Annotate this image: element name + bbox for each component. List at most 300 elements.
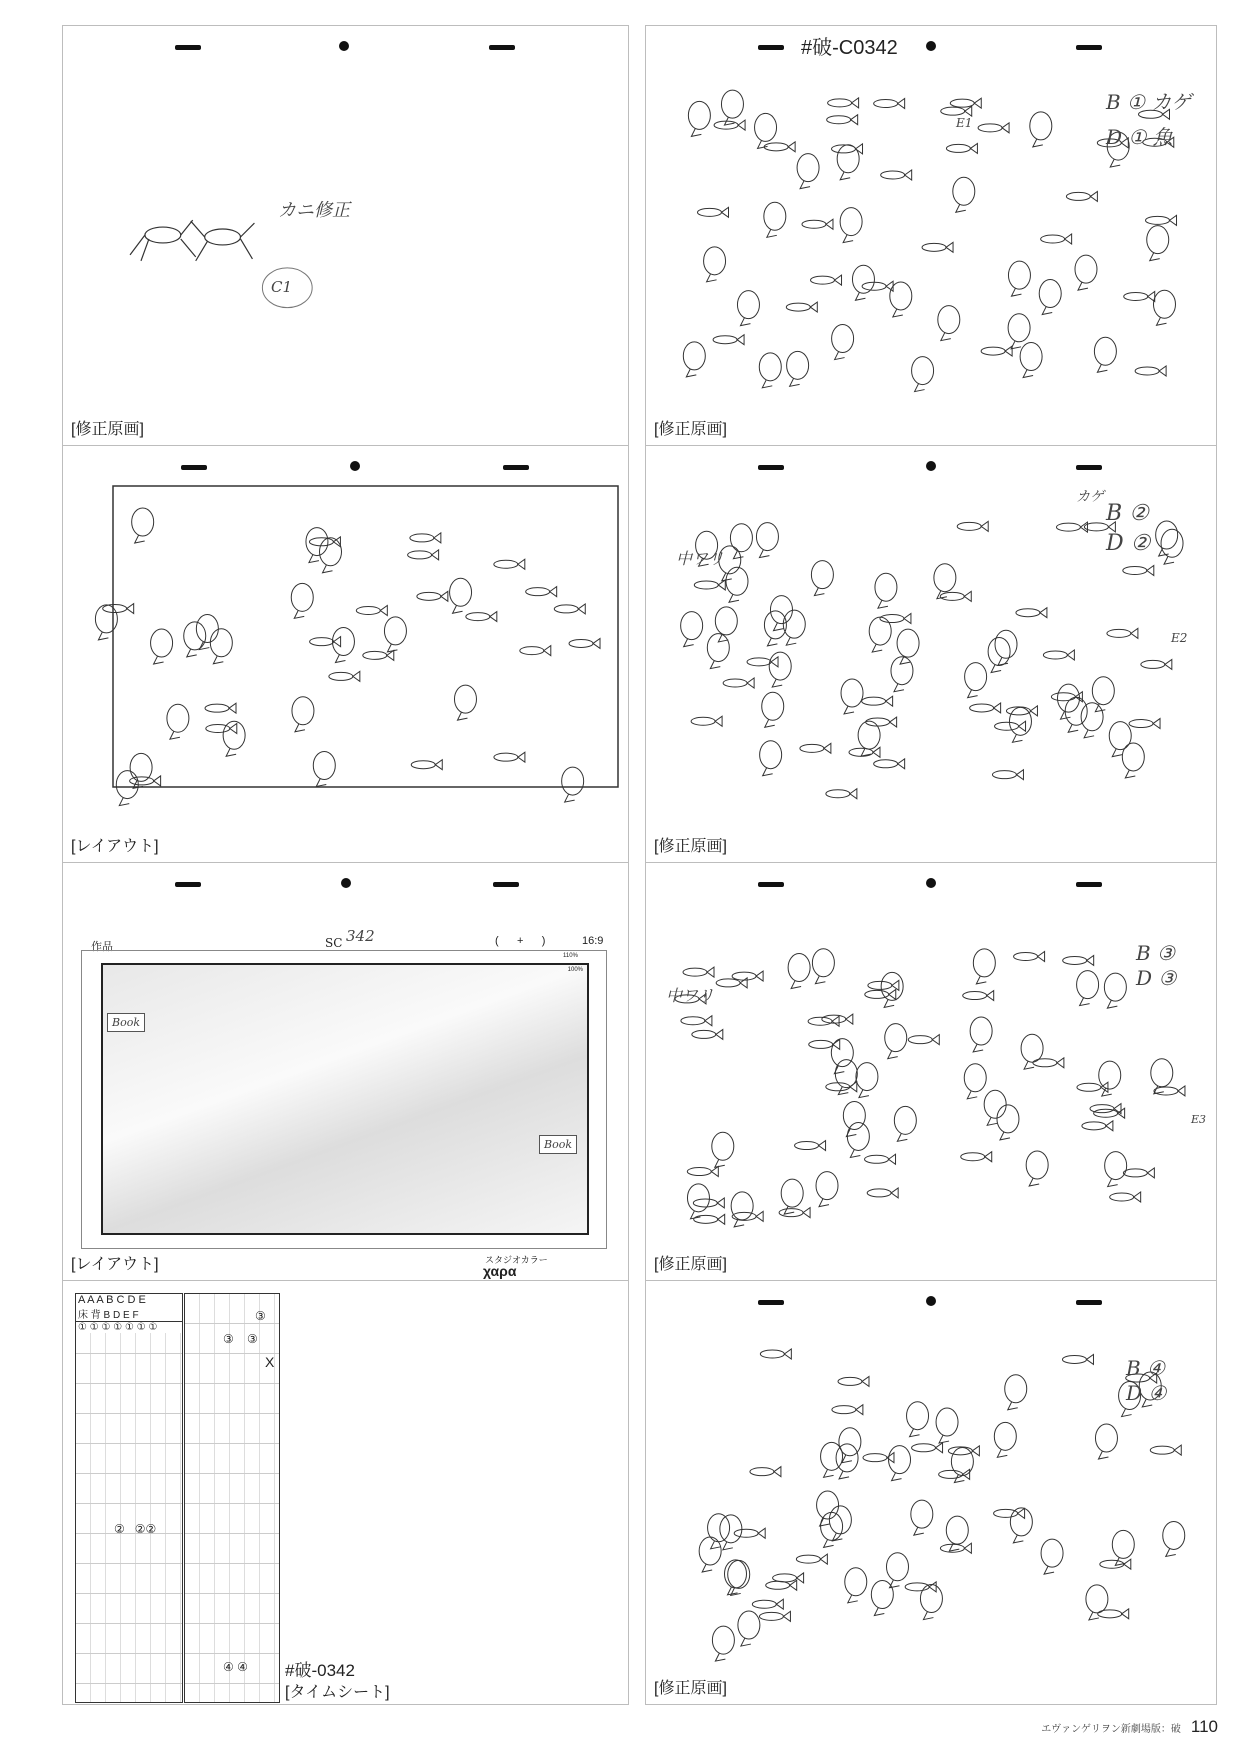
fish-sketch [953, 177, 975, 212]
fish-sketch [1077, 971, 1099, 1006]
fish-sketch [1107, 628, 1138, 638]
fish-sketch [291, 583, 313, 618]
peg-hole-right [493, 882, 519, 887]
fish-sketch [520, 646, 551, 656]
studio-logo: χαρα [483, 1263, 517, 1279]
fish-sketch [1039, 280, 1061, 315]
fish-sketch [417, 591, 448, 601]
fish-sketch [752, 1599, 783, 1609]
fish-sketch [732, 1211, 763, 1221]
fish-sketch [961, 1152, 992, 1162]
fish-sketch [1163, 1521, 1185, 1556]
fish-sketch [922, 242, 953, 252]
scene-number: 342 [346, 927, 375, 945]
peg-hole-right [503, 465, 529, 470]
timesheet-marks [114, 1522, 156, 1536]
fish-sketch [788, 954, 810, 989]
page-number: 110 [1190, 1717, 1218, 1736]
fish-sketch [1123, 1168, 1154, 1178]
fish-sketch [313, 751, 335, 786]
fish-sketch [994, 1508, 1025, 1518]
fish-sketch [1151, 1059, 1173, 1094]
timesheet-header: A A A B C D E [76, 1294, 182, 1306]
fish-sketch [865, 1154, 896, 1164]
peg-hole-right [1076, 465, 1102, 470]
fish-sketch [1062, 1354, 1093, 1364]
panel-timesheet [62, 1280, 629, 1705]
handwritten-note: D ② [1106, 531, 1151, 556]
cel-mark: ② [114, 1522, 125, 1536]
fish-sketch [726, 567, 748, 602]
fish-sketch [760, 1349, 791, 1359]
handwritten-note: E2 [1171, 631, 1188, 645]
fish-sketch [1092, 677, 1114, 712]
fish-sketch [912, 1443, 943, 1453]
fish-sketch [941, 106, 972, 116]
fish-sketch [811, 561, 833, 596]
fish-sketch [940, 1543, 971, 1553]
fish-sketch [732, 971, 763, 981]
fish-sketch [1110, 1192, 1141, 1202]
fish-sketch [875, 573, 897, 608]
fish-sketch [978, 123, 1009, 133]
fish-sketch [1104, 973, 1126, 1008]
fish-sketch [995, 630, 1017, 665]
fish-sketch [841, 679, 863, 714]
fish-sketch [773, 1573, 804, 1583]
cut-number: #破-C0342 [801, 37, 898, 59]
fish-school-sketch [646, 1281, 1216, 1704]
peg-hole-center [926, 878, 936, 888]
fish-sketch [1082, 1121, 1113, 1131]
fish-sketch [95, 605, 117, 640]
fish-sketch [1156, 521, 1178, 556]
fish-sketch [454, 685, 476, 720]
fish-sketch [874, 759, 905, 769]
fish-sketch [205, 703, 236, 713]
fish-sketch [970, 1017, 992, 1052]
handwritten-note: B ④ [1126, 1356, 1165, 1380]
fish-sketch [826, 789, 857, 799]
fish-sketch [1008, 261, 1030, 296]
peg-hole-center [926, 41, 936, 51]
panel-caption: [修正原画] [71, 421, 144, 438]
fish-sketch [132, 508, 154, 543]
fish-sketch [309, 537, 340, 547]
peg-hole-center [350, 461, 360, 471]
fish-sketch [715, 607, 737, 642]
fish-sketch [1153, 290, 1175, 325]
fish-sketch [764, 142, 795, 152]
fish-sketch [832, 325, 854, 360]
fish-sketch [1065, 697, 1087, 732]
fish-sketch [936, 1408, 958, 1443]
fish-sketch [1030, 112, 1052, 147]
fish-sketch [681, 612, 703, 647]
fish-sketch [849, 747, 880, 757]
fish-sketch [1056, 522, 1087, 532]
fish-sketch [795, 1141, 826, 1151]
panel-caption: [修正原画] [654, 838, 727, 855]
fish-sketch [867, 1188, 898, 1198]
fish-sketch [712, 1132, 734, 1167]
handwritten-note: D ① 魚 [1106, 125, 1173, 149]
fish-sketch [762, 692, 784, 727]
fish-sketch [826, 1082, 857, 1092]
fish-sketch [912, 357, 934, 392]
fish-sketch [881, 170, 912, 180]
fish-sketch [759, 353, 781, 388]
fish-sketch [320, 538, 342, 573]
fish-sketch [737, 291, 759, 326]
fish-sketch [847, 1122, 869, 1157]
fish-sketch [569, 638, 600, 648]
fish-sketch [691, 716, 722, 726]
peg-hole-center [926, 461, 936, 471]
fish-sketch [720, 1515, 742, 1550]
fish-sketch [1066, 191, 1097, 201]
peg-hole-center [341, 878, 351, 888]
page-footer [1041, 1717, 1218, 1737]
fish-sketch [1043, 650, 1074, 660]
fish-sketch [731, 1192, 753, 1227]
fish-sketch [1020, 343, 1042, 378]
fish-sketch [822, 1014, 853, 1024]
cel-mark: X [265, 1354, 275, 1370]
fish-sketch [1094, 337, 1116, 372]
fish-sketch [687, 1184, 709, 1219]
peg-hole-left [758, 465, 784, 470]
fish-sketch [694, 580, 725, 590]
fish-sketch [769, 652, 791, 687]
fish-sketch [734, 1528, 765, 1538]
handwritten-note: B ③ [1136, 941, 1175, 965]
fish-sketch [828, 98, 859, 108]
timesheet-first-row: ① ① ① ① ① ① ① [76, 1322, 182, 1333]
fish-sketch [756, 523, 778, 558]
scene-label: SC [325, 936, 343, 950]
fish-sketch [797, 154, 819, 189]
fish-sketch [738, 1611, 760, 1646]
peg-hole-left [758, 45, 784, 50]
fish-sketch [837, 145, 859, 180]
fish-sketch [862, 281, 893, 291]
fish-sketch [946, 143, 977, 153]
fish-sketch [840, 208, 862, 243]
fish-sketch [964, 1064, 986, 1099]
fish-sketch [939, 1469, 970, 1479]
fish-sketch [981, 346, 1012, 356]
fish-sketch [687, 1167, 718, 1177]
fish-sketch [760, 741, 782, 776]
panel-fish-correction-3 [645, 862, 1217, 1281]
fish-sketch [946, 1516, 968, 1551]
fish-sketch [683, 967, 714, 977]
panel-layout-1 [62, 445, 629, 863]
fish-sketch [196, 615, 218, 650]
fish-sketch [1010, 1508, 1032, 1543]
fish-sketch [356, 605, 387, 615]
fish-sketch [1014, 951, 1045, 961]
fish-sketch [1086, 1585, 1108, 1620]
cel-mark: ③ [255, 1309, 266, 1323]
peg-hole-left [181, 465, 207, 470]
fish-sketch [408, 550, 439, 560]
fish-sketch [862, 696, 893, 706]
fish-sketch [410, 533, 441, 543]
frame-100 [101, 963, 589, 1235]
cel-mark: ③ [223, 1332, 234, 1346]
handwritten-note: B ① カゲ [1106, 90, 1192, 114]
fish-sketch [450, 578, 472, 613]
peg-hole-left [758, 1300, 784, 1305]
peg-hole-center [926, 1296, 936, 1306]
timesheet-right-column [184, 1293, 280, 1703]
fish-sketch [965, 663, 987, 698]
fish-sketch [1021, 1034, 1043, 1069]
panel-caption: [修正原画] [654, 1680, 727, 1697]
book-title: エヴァンゲリヲン新劇場版：破 [1041, 1724, 1181, 1735]
fish-sketch [206, 724, 237, 734]
fish-sketch [1147, 226, 1169, 261]
fish-sketch [1123, 565, 1154, 575]
fish-sketch [1135, 366, 1166, 376]
peg-hole-right [1076, 1300, 1102, 1305]
fish-sketch [526, 587, 557, 597]
handwritten-note: カゲ [1076, 489, 1104, 505]
fish-sketch [950, 98, 981, 108]
fish-sketch [1099, 1061, 1121, 1096]
panel-fish-correction-4 [645, 1280, 1217, 1705]
fish-school-sketch [63, 446, 628, 862]
aspect-ratio: 16:9 [582, 935, 604, 947]
panel-caption: [修正原画] [654, 421, 727, 438]
fish-sketch [809, 1039, 840, 1049]
peg-hole-right [1076, 882, 1102, 887]
fish-sketch [832, 1405, 863, 1415]
fish-sketch [1051, 692, 1082, 702]
fish-sketch [750, 1467, 781, 1477]
fish-sketch [1129, 719, 1160, 729]
handwritten-note: D ④ [1126, 1381, 1167, 1405]
panel-caption: [レイアウト] [71, 838, 159, 855]
fish-sketch [866, 717, 897, 727]
timesheet-marks [223, 1660, 248, 1674]
fish-sketch [865, 989, 896, 999]
fish-sketch [151, 629, 173, 664]
fish-sketch [411, 760, 442, 770]
handwritten-note: C1 [271, 278, 293, 296]
handwritten-note: D ③ [1136, 966, 1177, 990]
fish-sketch [984, 1090, 1006, 1125]
fish-sketch [332, 628, 354, 663]
work-label: 作品 [91, 940, 113, 953]
fish-sketch [694, 1214, 725, 1224]
fish-sketch [712, 1626, 734, 1661]
handwritten-note: カニ修正 [278, 200, 350, 221]
cel-mark: ② [134, 1522, 146, 1536]
fish-sketch [992, 770, 1023, 780]
cel-mark: ④ [223, 1660, 234, 1674]
fish-school-sketch [646, 863, 1216, 1280]
fish-sketch [885, 1024, 907, 1059]
handwritten-note: E3 [1191, 1113, 1207, 1126]
peg-hole-left [175, 882, 201, 887]
fish-sketch [759, 1611, 790, 1621]
fish-sketch [886, 1553, 908, 1588]
fish-sketch [688, 101, 710, 136]
fish-sketch [970, 703, 1001, 713]
fish-sketch [957, 521, 988, 531]
fish-sketch [911, 1500, 933, 1535]
fish-sketch [184, 622, 206, 657]
fish-sketch [1098, 1609, 1129, 1619]
fish-sketch [843, 1102, 865, 1137]
fish-sketch [494, 752, 525, 762]
fish-sketch [1041, 234, 1072, 244]
bracket-field: ( + ) [495, 935, 546, 947]
fish-sketch [1105, 1152, 1127, 1187]
fish-sketch [562, 767, 584, 802]
fish-sketch [1154, 1086, 1185, 1096]
fish-sketch [764, 202, 786, 237]
fish-sketch [817, 1491, 839, 1526]
panel-caption: [修正原画] [654, 1256, 727, 1273]
panel-crab-correction [62, 25, 629, 446]
fish-sketch [881, 972, 903, 1007]
fish-sketch [940, 591, 971, 601]
fish-sketch [704, 247, 726, 282]
fish-sketch [889, 1446, 911, 1481]
fish-sketch [223, 721, 245, 756]
fish-sketch [838, 1376, 869, 1386]
fish-sketch [494, 559, 525, 569]
fish-sketch [856, 1063, 878, 1098]
fish-sketch [1005, 1375, 1027, 1410]
fish-sketch [787, 351, 809, 386]
fish-sketch [723, 678, 754, 688]
fish-sketch [827, 115, 858, 125]
fish-sketch [466, 612, 497, 622]
fish-sketch [907, 1402, 929, 1437]
fish-sketch [831, 1039, 853, 1074]
fish-sketch [1141, 659, 1172, 669]
cel-mark: ② [145, 1522, 157, 1536]
fish-sketch [1150, 1445, 1181, 1455]
fish-sketch [908, 1035, 939, 1045]
fish-sketch [796, 1554, 827, 1564]
fish-sketch [812, 949, 834, 984]
crab-sketch [63, 26, 628, 445]
fish-sketch [747, 657, 778, 667]
fish-sketch [905, 1582, 936, 1592]
fish-sketch [802, 219, 833, 229]
fish-sketch [1124, 291, 1155, 301]
fish-sketch [692, 1029, 723, 1039]
fish-sketch [683, 342, 705, 377]
fish-sketch [713, 335, 744, 345]
fish-sketch [1026, 1151, 1048, 1186]
fish-sketch [714, 120, 745, 130]
fish-sketch [1100, 1559, 1131, 1569]
fish-sketch [730, 524, 752, 559]
panel-caption: [レイアウト] [71, 1256, 159, 1273]
fish-sketch [1075, 255, 1097, 290]
cel-mark: ③ [247, 1332, 258, 1346]
fish-sketch [1033, 1058, 1064, 1068]
fish-sketch [384, 617, 406, 652]
fish-sketch [973, 949, 995, 984]
fish-sketch [1041, 1539, 1063, 1574]
fish-sketch [868, 980, 899, 990]
book-label: Book [539, 1135, 577, 1154]
fish-sketch [1109, 722, 1131, 757]
fish-sketch [1095, 1424, 1117, 1459]
panel-fish-correction-2 [645, 445, 1217, 863]
fish-sketch [554, 604, 585, 614]
panel-layout-2 [62, 862, 629, 1281]
fish-sketch [707, 634, 729, 669]
fish-sketch [721, 90, 743, 125]
fish-sketch [716, 978, 747, 988]
fish-sketch [1146, 215, 1177, 225]
fish-sketch [938, 306, 960, 341]
fish-sketch [816, 1172, 838, 1207]
timesheet-header: 床 背 B D E F [76, 1306, 182, 1322]
layout-frame [113, 486, 618, 787]
peg-hole-left [758, 882, 784, 887]
fish-sketch [1063, 955, 1094, 965]
fish-sketch [994, 1422, 1016, 1457]
panel-caption: [タイムシート] [285, 1684, 390, 1701]
fish-sketch [963, 991, 994, 1001]
panel-fish-correction-1 [645, 25, 1217, 446]
fish-sketch [698, 207, 729, 217]
fish-sketch [329, 671, 360, 681]
frame-100-label: 100% [567, 967, 583, 973]
timesheet-left-column [75, 1293, 183, 1703]
fish-sketch [310, 637, 341, 647]
handwritten-note: 中ワリ [666, 986, 715, 1005]
fish-sketch [874, 98, 905, 108]
frame-110-label: 110% [563, 953, 578, 959]
fish-sketch [292, 697, 314, 732]
fish-sketch [800, 743, 831, 753]
fish-sketch [997, 1105, 1019, 1140]
fish-sketch [1016, 608, 1047, 618]
fish-sketch [894, 1106, 916, 1141]
fish-sketch [1006, 706, 1037, 716]
fish-sketch [811, 275, 842, 285]
fish-sketch [845, 1568, 867, 1603]
handwritten-note: E1 [956, 116, 973, 130]
peg-hole-right [1076, 45, 1102, 50]
fish-sketch [786, 302, 817, 312]
studio-kana: スタジオカラー [485, 1255, 548, 1265]
cut-number: #破-0342 [285, 1661, 355, 1680]
cel-mark: ④ [237, 1660, 248, 1674]
fish-sketch [167, 704, 189, 739]
fish-sketch [948, 1446, 979, 1456]
fish-sketch [210, 629, 232, 664]
handwritten-note: 中ワリ [676, 549, 725, 568]
book-label: Book [107, 1013, 145, 1032]
fish-sketch [779, 1208, 810, 1218]
handwritten-note: B ② [1106, 501, 1149, 526]
fish-sketch [130, 753, 152, 788]
fish-sketch [1077, 1082, 1108, 1092]
fish-sketch [681, 1016, 712, 1026]
